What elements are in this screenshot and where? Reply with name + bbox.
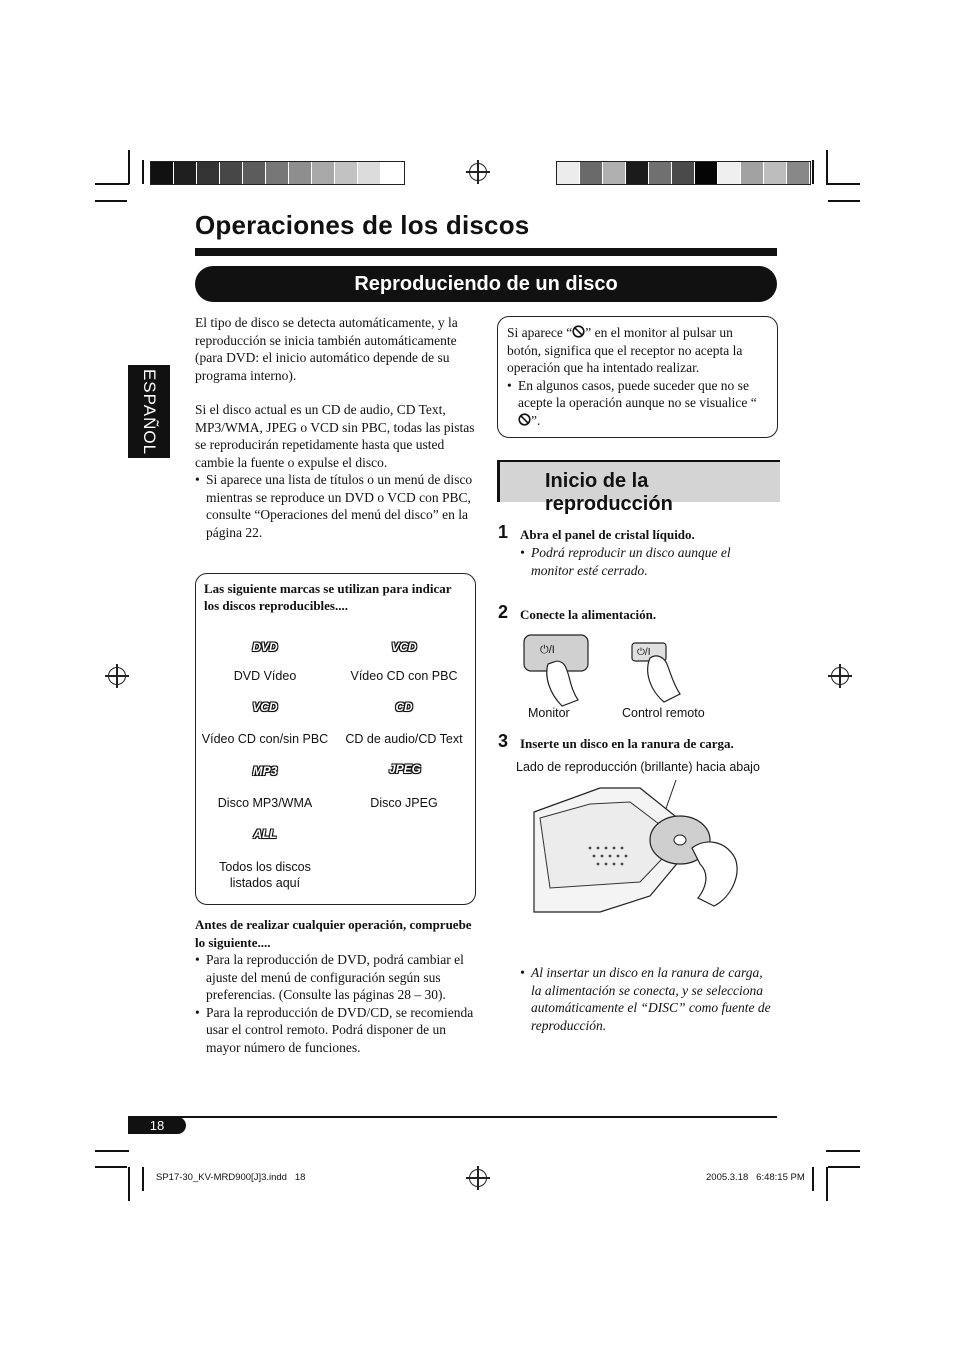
footer-rule	[128, 1116, 777, 1118]
disc-mark-label: Todos los discos listados aquí	[219, 860, 311, 890]
registration-mark-icon	[108, 667, 126, 685]
crop-mark	[95, 1166, 127, 1168]
step-title: Inserte un disco en la ranura de carga.	[520, 736, 734, 751]
note-bullet	[507, 377, 769, 430]
mp3-wma-logo-icon: MP3	[252, 764, 278, 778]
note-bullet-end: ”.	[531, 412, 541, 428]
registration-mark-icon	[469, 163, 487, 181]
disc-insert-caption: Lado de reproducción (brillante) hacia abajo	[516, 760, 760, 774]
remote-button-label: ⏻/I	[637, 647, 651, 658]
note-paragraph-start: Si aparece “	[507, 325, 573, 340]
disc-mark-label: CD de audio/CD Text	[345, 732, 463, 746]
step-number: 1	[498, 522, 509, 542]
crop-mark	[142, 1167, 144, 1191]
crop-mark	[128, 150, 130, 184]
note-text	[507, 324, 769, 429]
prohibited-icon	[518, 413, 531, 426]
title-rule	[195, 248, 777, 256]
color-bar-left	[150, 161, 405, 185]
monitor-button-label: ⏻/I	[540, 644, 555, 656]
before-section	[195, 916, 475, 1056]
registration-mark-icon	[469, 1169, 487, 1187]
language-tab-label: ESPAÑOL	[140, 368, 159, 455]
dvd-logo-icon: DVD	[252, 640, 278, 654]
crop-mark	[142, 160, 144, 184]
vcd-logo-icon: VCD	[252, 700, 278, 714]
cd-logo-icon: CD	[395, 700, 413, 714]
disc-mark-label: Vídeo CD con/sin PBC	[201, 732, 329, 746]
prohibited-icon	[572, 325, 585, 338]
page-number: 18	[128, 1117, 186, 1134]
registration-mark-icon	[831, 667, 849, 685]
crop-mark	[828, 1166, 860, 1168]
disc-mark-label: Disco MP3/WMA	[217, 796, 313, 810]
note-box	[497, 316, 778, 438]
color-bar-right	[556, 161, 811, 185]
subsection-title: Inicio de la reproducción	[545, 470, 673, 515]
crop-mark	[812, 1167, 814, 1191]
page-title: Operaciones de los discos	[195, 210, 530, 240]
disc-mark-label: Vídeo CD con PBC	[350, 669, 458, 683]
step-title: Abra el panel de cristal líquido.	[520, 527, 695, 542]
crop-mark	[826, 183, 860, 185]
crop-mark	[95, 183, 129, 185]
crop-mark	[828, 200, 860, 202]
step-note: • Al insertar un disco en la ranura de carga, la alimentación se conecta, y se selecciona automáticamente el “DISC” como fuente de reproducción.	[520, 964, 771, 1034]
section-title: Reproduciendo de un disco	[195, 266, 777, 302]
disc-mark-label: Disco JPEG	[370, 796, 438, 810]
step-number: 3	[498, 731, 509, 751]
disc-insertion-illustration	[530, 778, 750, 914]
crop-mark	[128, 1167, 130, 1201]
monitor-label: Monitor	[528, 706, 570, 720]
crop-mark	[826, 1150, 860, 1152]
footer-file-info: SP17-30_KV-MRD900[J]3.indd 18	[156, 1172, 306, 1183]
disc-marks-box	[195, 573, 476, 905]
crop-mark	[812, 160, 814, 184]
note-bullet-start: En algunos casos, puede suceder que no se acepte la operación aunque no se visualice “	[518, 377, 757, 410]
remote-label: Control remoto	[622, 706, 705, 720]
vcd-pbc-logo-icon: VCD	[391, 640, 417, 654]
crop-mark	[95, 1150, 129, 1152]
jpeg-logo-icon: JPEG	[389, 762, 422, 776]
subsection-header	[497, 460, 780, 515]
crop-mark	[95, 200, 127, 202]
note-paragraph-end: ” en el monitor al pulsar un botón, significa que el receptor no acepta la operación que ha intentado realizar.	[507, 325, 743, 375]
before-bullet: • Para la reproducción de DVD, podrá cambiar el ajuste del menú de configuración según sus preferencias. (Consulte las páginas 28 – 30).	[195, 951, 475, 1004]
crop-mark	[826, 1167, 828, 1201]
disc-mark-label: DVD Vídeo	[233, 669, 297, 683]
step-note: • Podrá reproducir un disco aunque el monitor esté cerrado.	[520, 544, 771, 579]
note-paragraph	[507, 324, 769, 377]
all-discs-logo-icon: ALL	[253, 827, 277, 841]
intro-text	[195, 314, 477, 541]
step-title: Conecte la alimentación.	[520, 607, 657, 622]
intro-bullet: • Si aparece una lista de títulos o un menú de disco mientras se reproduce un DVD o VCD con PBC, consulte “Operaciones del menú del disco” en la página 22.	[195, 471, 477, 541]
before-bullet: • Para la reproducción de DVD/CD, se recomienda usar el control remoto. Podrá disponer de un mayor número de funciones.	[195, 1004, 475, 1057]
language-tab	[128, 365, 170, 458]
before-heading: Antes de realizar cualquier operación, compruebe lo siguiente....	[195, 917, 472, 950]
footer-timestamp: 2005.3.18 6:48:15 PM	[706, 1172, 805, 1183]
intro-paragraph-1: El tipo de disco se detecta automáticamente, y la reproducción se inicia también automáticamente (para DVD: el inicio automático depende de su programa interno).	[195, 315, 458, 383]
crop-mark	[826, 150, 828, 184]
intro-paragraph-2: Si el disco actual es un CD de audio, CD Text, MP3/WMA, JPEG o VCD sin PBC, todas las pistas se reproducirán repetidamente hasta que usted cambie la fuente o expulse el disco.	[195, 402, 475, 470]
disc-marks-heading: Las siguiente marcas se utilizan para indicar los discos reproducibles....	[204, 581, 452, 613]
step-number: 2	[498, 602, 509, 622]
